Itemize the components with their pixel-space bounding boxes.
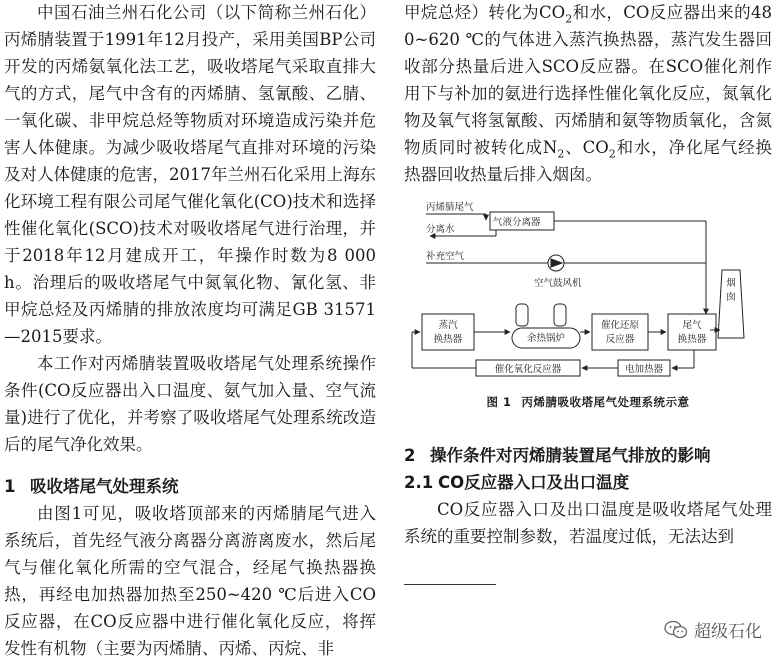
paragraph-temperature: CO反应器入口及出口温度是吸收塔尾气处理系统的重要控制参数，若温度过低，无法达到 xyxy=(404,500,772,546)
wechat-icon xyxy=(664,620,688,640)
section-heading-1 xyxy=(4,473,376,500)
section-heading-2: 2 操作条件对丙烯腈装置尾气排放的影响 xyxy=(404,446,711,465)
label-electric-heater: 电加热器 xyxy=(624,364,664,375)
label-waste-heat-boiler: 余热锅炉 xyxy=(526,333,566,344)
paragraph-system-description-cont: 甲烷总烃）转化为$CO_2$和水，CO反应器出来的480~620 ℃的气体进入蒸汽换热器，蒸汽发生器回收部分热量后进入SCO反应器。在SCO催化剂作用下与补加的氨进行选择性催化氧化反应，氮氧化物及氧气将氢氰酸、丙烯腈和氨等物质氧化，含氮物质同时被转化成$N_2$、$CO_2$和水，净化尾气经换热器回收热量后排入烟囱。 xyxy=(404,3,773,184)
right-column xyxy=(404,0,772,550)
watermark xyxy=(664,617,762,642)
label-chimney-1: 烟 xyxy=(726,278,736,289)
label-catalytic-reduction-1: 催化还原 xyxy=(600,320,640,331)
paragraph-system-description: 由图1可见，吸收塔顶部来的丙烯腈尾气进入系统后，首先经气液分离器分离游离废水，然后尾气与催化氧化所需的空气混合，经尾气换热器换热，再经电加热器加热至250~420 ℃后进入CO反应器，在CO反应器中进行催化氧化反应，将挥发性有机物（主要为丙烯腈、丙烯、丙烷、非 xyxy=(4,504,376,658)
figure-caption: 图 1 丙烯腈吸收塔尾气处理系统示意 xyxy=(486,395,690,409)
label-gas-liquid-separator: 气液分离器 xyxy=(493,217,541,228)
label-catalytic-oxidation-reactor: 催化氧化反应器 xyxy=(494,364,562,375)
footnote-rule xyxy=(404,584,496,585)
label-air-blower: 空气鼓风机 xyxy=(534,278,582,289)
left-column xyxy=(4,0,376,662)
label-steam-heat-exchanger-1: 蒸汽 xyxy=(438,320,458,331)
label-chimney-2: 囱 xyxy=(726,292,736,303)
section-number: 1 xyxy=(4,477,16,496)
label-makeup-air: 补充空气 xyxy=(426,251,465,262)
label-steam-heat-exchanger-2: 换热器 xyxy=(433,334,463,345)
section-heading-2-1: 2.1 CO反应器入口及出口温度 xyxy=(404,473,630,492)
label-tail-gas-hx-2: 换热器 xyxy=(677,334,707,345)
label-catalytic-reduction-2: 反应器 xyxy=(605,334,635,345)
paragraph-intro: 中国石油兰州石化公司（以下简称兰州石化）丙烯腈装置于1991年12月投产，采用美国BP公司开发的丙烯氨氧化法工艺，吸收塔尾气采取直排大气的方式，尾气中含有的丙烯腈、氢氰酸、乙腈、一氧化碳、非甲烷总烃等物质对环境造成污染并危害人体健康。为减少吸收塔尾气直排对环境的污染及对人体健康的危害，2017年兰州石化采用上海东化环境工程有限公司尾气催化氧化(CO)技术和选择性催化氧化(SCO)技术对吸收塔尾气进行治理，并于2018年12月建成开工，年操作时数为8 000 h。治理后的吸收塔尾气中氮氧化物、氰化氢、非甲烷总烃及丙烯腈的排放浓度均可满足GB 31571—2015要求。 xyxy=(4,3,376,346)
label-tail-gas-hx-1: 尾气 xyxy=(682,320,702,331)
paragraph-objective: 本工作对丙烯腈装置吸收塔尾气处理系统操作条件(CO反应器出入口温度、氨气加入量、空气流量)进行了优化，并考察了吸收塔尾气处理系统改造后的尾气净化效果。 xyxy=(4,354,376,454)
process-flow-diagram xyxy=(404,200,772,400)
section-title: 吸收塔尾气处理系统 xyxy=(30,477,179,496)
watermark-text: 超级石化 xyxy=(694,622,762,642)
figure-1 xyxy=(404,200,772,438)
label-acrylonitrile-tail-gas: 丙烯腈尾气 xyxy=(426,202,474,213)
label-separated-water: 分离水 xyxy=(426,224,455,235)
